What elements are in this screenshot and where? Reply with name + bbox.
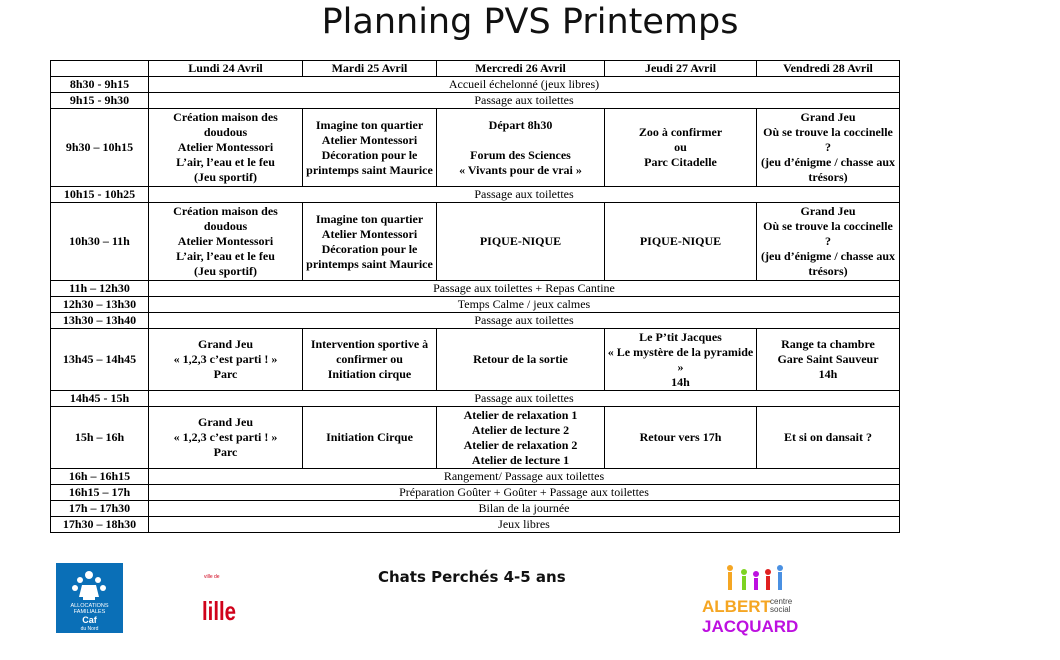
- day-header: Jeudi 27 Avril: [605, 61, 757, 77]
- time-slot: 13h45 – 14h45: [51, 329, 149, 391]
- albert-jacquard-logo: [700, 562, 804, 640]
- activity-span: Accueil échelonné (jeux libres): [149, 77, 900, 93]
- table-row: [51, 517, 900, 533]
- activity-cell: Grand Jeu « 1,2,3 c’est parti ! » Parc: [149, 329, 303, 391]
- schedule-table: [50, 60, 900, 533]
- time-slot: 17h – 17h30: [51, 501, 149, 517]
- activity-span: Passage aux toilettes + Repas Cantine: [149, 281, 900, 297]
- table-row: [51, 281, 900, 297]
- svg-text:FAMILIALES: FAMILIALES: [73, 609, 106, 615]
- activity-span: Jeux libres: [149, 517, 900, 533]
- table-row: [51, 93, 900, 109]
- time-slot: 11h – 12h30: [51, 281, 149, 297]
- svg-text:ALLOCATIONS: ALLOCATIONS: [70, 603, 109, 609]
- activity-cell: Grand Jeu Où se trouve la coccinelle ? (jeu d’énigme / chasse aux trésors): [757, 203, 900, 281]
- header-row: [51, 61, 900, 77]
- table-row: [51, 109, 900, 187]
- activity-cell: Zoo à confirmer ou Parc Citadelle: [605, 109, 757, 187]
- activity-cell: Retour de la sortie: [437, 329, 605, 391]
- activity-cell: Départ 8h30 Forum des Sciences « Vivants pour de vrai »: [437, 109, 605, 187]
- activity-cell: Le P’tit Jacques « Le mystère de la pyramide » 14h: [605, 329, 757, 391]
- svg-text:ville de: ville de: [204, 574, 220, 580]
- activity-span: Passage aux toilettes: [149, 187, 900, 203]
- activity-cell: Atelier de relaxation 1 Atelier de lecture 2 Atelier de relaxation 2 Atelier de lecture 1: [437, 407, 605, 469]
- activity-cell: Intervention sportive à confirmer ou Initiation cirque: [303, 329, 437, 391]
- svg-text:social: social: [770, 605, 791, 614]
- activity-span: Préparation Goûter + Goûter + Passage aux toilettes: [149, 485, 900, 501]
- time-slot: 12h30 – 13h30: [51, 297, 149, 313]
- time-slot: 17h30 – 18h30: [51, 517, 149, 533]
- activity-cell: Création maison des doudous Atelier Montessori L’air, l’eau et le feu (Jeu sportif): [149, 109, 303, 187]
- table-row: [51, 203, 900, 281]
- day-header: Mardi 25 Avril: [303, 61, 437, 77]
- time-slot: 10h30 – 11h: [51, 203, 149, 281]
- activity-cell: Imagine ton quartier Atelier Montessori Décoration pour le printemps saint Maurice: [303, 203, 437, 281]
- activity-cell: PIQUE-NIQUE: [605, 203, 757, 281]
- svg-text:ALBERT: ALBERT: [702, 597, 771, 616]
- activity-span: Passage aux toilettes: [149, 93, 900, 109]
- page-title: Planning PVS Printemps: [321, 2, 739, 42]
- activity-cell: PIQUE-NIQUE: [437, 203, 605, 281]
- svg-text:centre: centre: [770, 597, 793, 606]
- day-header: Vendredi 28 Avril: [757, 61, 900, 77]
- table-row: [51, 187, 900, 203]
- activity-span: Bilan de la journée: [149, 501, 900, 517]
- activity-cell: Range ta chambre Gare Saint Sauveur 14h: [757, 329, 900, 391]
- table-row: [51, 391, 900, 407]
- time-slot: 13h30 – 13h40: [51, 313, 149, 329]
- activity-cell: Grand Jeu « 1,2,3 c’est parti ! » Parc: [149, 407, 303, 469]
- svg-text:JACQUARD: JACQUARD: [702, 617, 799, 636]
- activity-span: Passage aux toilettes: [149, 313, 900, 329]
- table-row: [51, 297, 900, 313]
- time-slot: 8h30 - 9h15: [51, 77, 149, 93]
- table-row: [51, 329, 900, 391]
- time-slot: 16h15 – 17h: [51, 485, 149, 501]
- table-row: [51, 485, 900, 501]
- time-slot: 9h15 - 9h30: [51, 93, 149, 109]
- day-header: Lundi 24 Avril: [149, 61, 303, 77]
- time-slot: 16h – 16h15: [51, 469, 149, 485]
- time-slot: 15h – 16h: [51, 407, 149, 469]
- svg-text:du Nord: du Nord: [80, 626, 99, 632]
- svg-text:lille: lille: [202, 596, 236, 626]
- activity-cell: Et si on dansait ?: [757, 407, 900, 469]
- table-row: [51, 469, 900, 485]
- time-slot: 10h15 - 10h25: [51, 187, 149, 203]
- table-row: [51, 501, 900, 517]
- activity-cell: Grand Jeu Où se trouve la coccinelle ? (jeu d’énigme / chasse aux trésors): [757, 109, 900, 187]
- caf-logo: [56, 563, 123, 633]
- ville-de-lille-logo: [200, 568, 238, 628]
- activity-span: Passage aux toilettes: [149, 391, 900, 407]
- table-row: [51, 313, 900, 329]
- svg-text:Caf: Caf: [82, 615, 97, 625]
- time-slot: 14h45 - 15h: [51, 391, 149, 407]
- activity-span: Rangement/ Passage aux toilettes: [149, 469, 900, 485]
- corner-cell: [51, 61, 149, 77]
- group-label: Chats Perchés 4-5 ans: [378, 568, 566, 586]
- activity-cell: Retour vers 17h: [605, 407, 757, 469]
- activity-span: Temps Calme / jeux calmes: [149, 297, 900, 313]
- day-header: Mercredi 26 Avril: [437, 61, 605, 77]
- activity-cell: Imagine ton quartier Atelier Montessori Décoration pour le printemps saint Maurice: [303, 109, 437, 187]
- table-row: [51, 407, 900, 469]
- time-slot: 9h30 – 10h15: [51, 109, 149, 187]
- table-row: [51, 77, 900, 93]
- activity-cell: Initiation Cirque: [303, 407, 437, 469]
- activity-cell: Création maison des doudous Atelier Montessori L’air, l’eau et le feu (Jeu sportif): [149, 203, 303, 281]
